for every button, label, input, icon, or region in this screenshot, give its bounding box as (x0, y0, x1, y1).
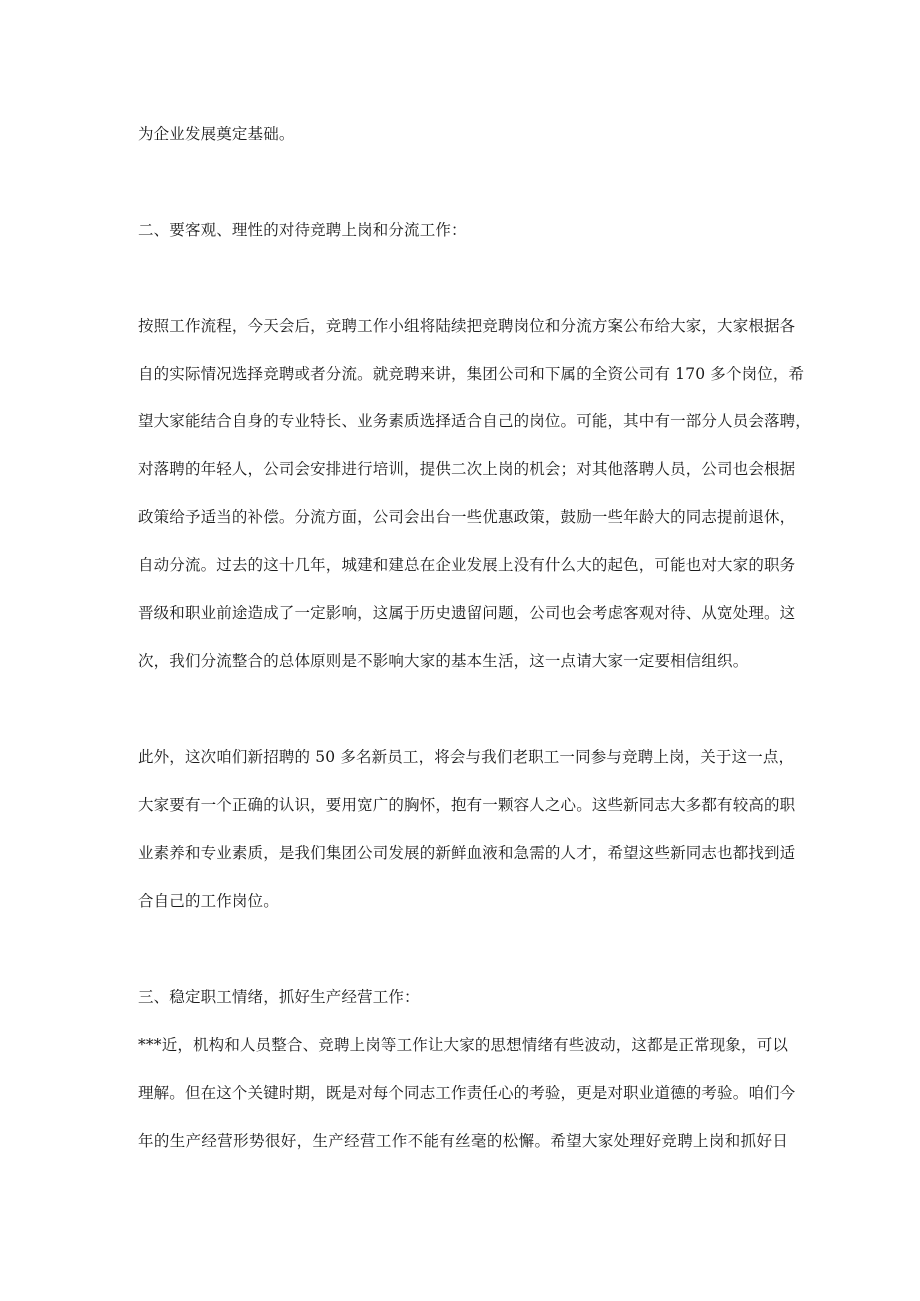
section-heading-2: 二、要客观、理性的对待竞聘上岗和分流工作： (138, 221, 467, 239)
paragraph-line: 对落聘的年轻人，公司会安排进行培训，提供二次上岗的机会；对其他落聘人员，公司也会根据 (138, 460, 796, 478)
paragraph-line: 自动分流。过去的这十几年，城建和建总在企业发展上没有什么大的起色，可能也对大家的职务 (138, 556, 796, 574)
paragraph-line: 理解。但在这个关键时期，既是对每个同志工作责任心的考验，更是对职业道德的考验。咱们今 (138, 1084, 796, 1102)
paragraph-line: 年的生产经营形势很好，生产经营工作不能有丝毫的松懈。希望大家处理好竞聘上岗和抓好日 (138, 1132, 788, 1150)
paragraph-line: 此外，这次咱们新招聘的 50 多名新员工，将会与我们老职工一同参与竞聘上岗，关于这一点， (138, 748, 795, 766)
paragraph-line: 合自己的工作岗位。 (138, 892, 279, 910)
paragraph-line: ***近，机构和人员整合、竞聘上岗等工作让大家的思想情绪有些波动，这都是正常现象，可以 (138, 1036, 788, 1054)
paragraph-line: 按照工作流程，今天会后，竞聘工作小组将陆续把竞聘岗位和分流方案公布给大家，大家根据各 (138, 317, 796, 335)
paragraph-line: 望大家能结合自身的专业特长、业务素质选择适合自己的岗位。可能，其中有一部分人员会落聘， (138, 412, 811, 430)
paragraph-line: 晋级和职业前途造成了一定影响，这属于历史遗留问题，公司也会考虑客观对待、从宽处理。这 (138, 604, 796, 622)
section-heading-3: 三、稳定职工情绪，抓好生产经营工作： (138, 988, 420, 1006)
paragraph-line: 业素养和专业素质，是我们集团公司发展的新鲜血液和急需的人才，希望这些新同志也都找到适 (138, 844, 796, 862)
paragraph-line: 次，我们分流整合的总体原则是不影响大家的基本生活，这一点请大家一定要相信组织。 (138, 652, 749, 670)
paragraph-line: 政策给予适当的补偿。分流方面，公司会出台一些优惠政策，鼓励一些年龄大的同志提前退休， (138, 508, 796, 526)
paragraph-line: 自的实际情况选择竞聘或者分流。就竞聘来讲，集团公司和下属的全资公司有 170 多个岗位，希 (138, 365, 805, 383)
paragraph-tail: 为企业发展奠定基础。 (138, 125, 295, 143)
paragraph-line: 大家要有一个正确的认识，要用宽广的胸怀，抱有一颗容人之心。这些新同志大多都有较高的职 (138, 796, 796, 814)
